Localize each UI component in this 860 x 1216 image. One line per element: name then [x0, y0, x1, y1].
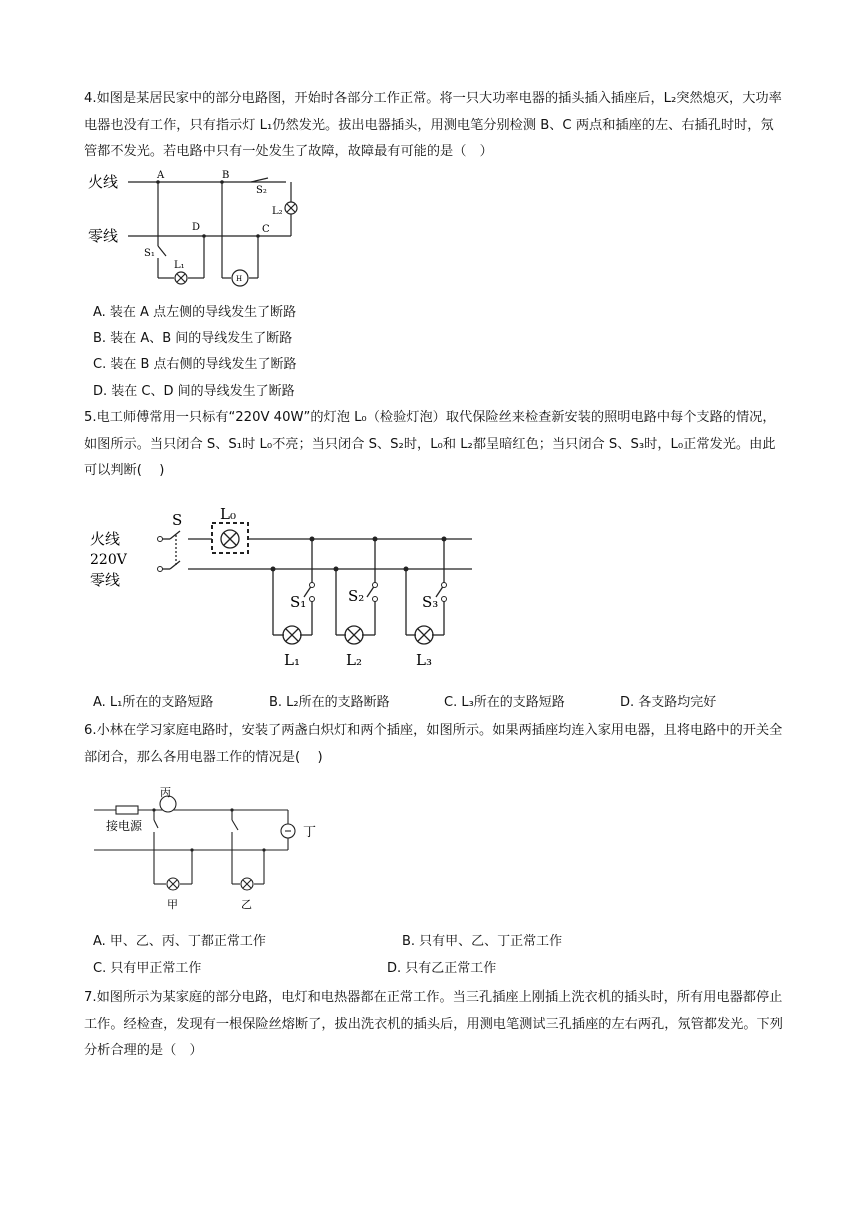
q5-option-c: C. L₃所在的支路短路 — [444, 695, 565, 710]
q4-l2-label: L₂ — [272, 206, 283, 217]
q4-s2-label: S₂ — [256, 185, 267, 196]
q4-socket-label: H — [236, 275, 243, 283]
q5-voltage-label: 220V — [90, 552, 127, 568]
q4-point-c: C — [262, 224, 270, 235]
q6-bing-label: 丙 — [160, 786, 171, 799]
q5-option-d: D. 各支路均完好 — [620, 695, 717, 710]
q4-point-a: A — [157, 170, 165, 181]
q5-s-label: S — [172, 511, 183, 529]
q6-stem: 6.小林在学习家庭电路时，安装了两盏白炽灯和两个插座，如图所示。如果两插座均连入家用电器，且将电路中的开关全部闭合，那么各用电器工作的情况是( ) — [84, 723, 783, 765]
q6-option-d: D. 只有乙正常工作 — [387, 961, 497, 976]
q5-l1-label: L₁ — [284, 651, 300, 669]
q4-point-d: D — [192, 222, 201, 233]
q5-s2-label: S₂ — [348, 587, 365, 605]
q6-ding-label: 丁 — [303, 825, 317, 840]
q4-s1-label: S₁ — [144, 248, 155, 259]
q5-l0-label: L₀ — [220, 505, 236, 523]
q5-l3-label: L₃ — [416, 651, 432, 669]
q6-source-label: 接电源 — [106, 819, 143, 833]
q5-neutral-label: 零线 — [90, 571, 121, 589]
q5-stem: 5.电工师傅常用一只标有“220V 40W”的灯泡 L₀（检验灯泡）取代保险丝来检查新安装的照明电路中每个支路的情况，如图所示。当只闭合 S、S₁时 L₀不亮；当只闭合 S、S₂时，L₀和 L₂都呈暗红色；当只闭合 S、S₃时，L₀正常发光。由此可以判断( ) — [84, 410, 776, 478]
q4-option-c: C. 装在 B 点右侧的导线发生了断路 — [93, 357, 297, 372]
q4-neutral-label: 零线 — [88, 227, 119, 245]
q6-option-b: B. 只有甲、乙、丁正常工作 — [402, 934, 563, 949]
q5-live-label: 火线 — [90, 530, 121, 548]
q5-s3-label: S₃ — [422, 593, 439, 611]
q4-live-label: 火线 — [88, 173, 119, 191]
q6-jia-label: 甲 — [167, 898, 178, 911]
q5-l2-label: L₂ — [346, 651, 362, 669]
q4-l1-label: L₁ — [174, 260, 185, 271]
q4-option-a: A. 装在 A 点左侧的导线发生了断路 — [93, 305, 297, 320]
q6-option-a: A. 甲、乙、丙、丁都正常工作 — [93, 934, 266, 949]
q6-circuit-diagram — [88, 784, 328, 916]
q5-option-b: B. L₂所在的支路断路 — [269, 695, 390, 710]
q4-option-b: B. 装在 A、B 间的导线发生了断路 — [93, 331, 293, 346]
q5-option-a: A. L₁所在的支路短路 — [93, 695, 214, 710]
q6-option-c: C. 只有甲正常工作 — [93, 961, 202, 976]
q4-circuit-diagram — [86, 168, 306, 290]
q7-stem: 7.如图所示为某家庭的部分电路，电灯和电热器都在正常工作。当三孔插座上刚插上洗衣机的插头时，所有用电器都停止工作。经检查，发现有一根保险丝熔断了，拔出洗衣机的插头后，用测电笔测试三孔插座的左右两孔，氖管都发光。下列分析合理的是（ ） — [84, 990, 783, 1058]
q4-stem: 4.如图是某居民家中的部分电路图，开始时各部分工作正常。将一只大功率电器的插头插入插座后，L₂突然熄灭，大功率电器也没有工作，只有指示灯 L₁仍然发光。拔出电器插头，用测电笔分别检测 B、C 两点和插座的左、右插孔时时，氖管都不发光。若电路中只有一处发生了故障，故障最有可能的是（ ） — [84, 91, 782, 159]
q4-option-d: D. 装在 C、D 间的导线发生了断路 — [93, 384, 295, 399]
q6-yi-label: 乙 — [241, 898, 252, 911]
q5-circuit-diagram — [88, 503, 480, 675]
q5-s1-label: S₁ — [290, 593, 307, 611]
q4-point-b: B — [222, 170, 230, 181]
